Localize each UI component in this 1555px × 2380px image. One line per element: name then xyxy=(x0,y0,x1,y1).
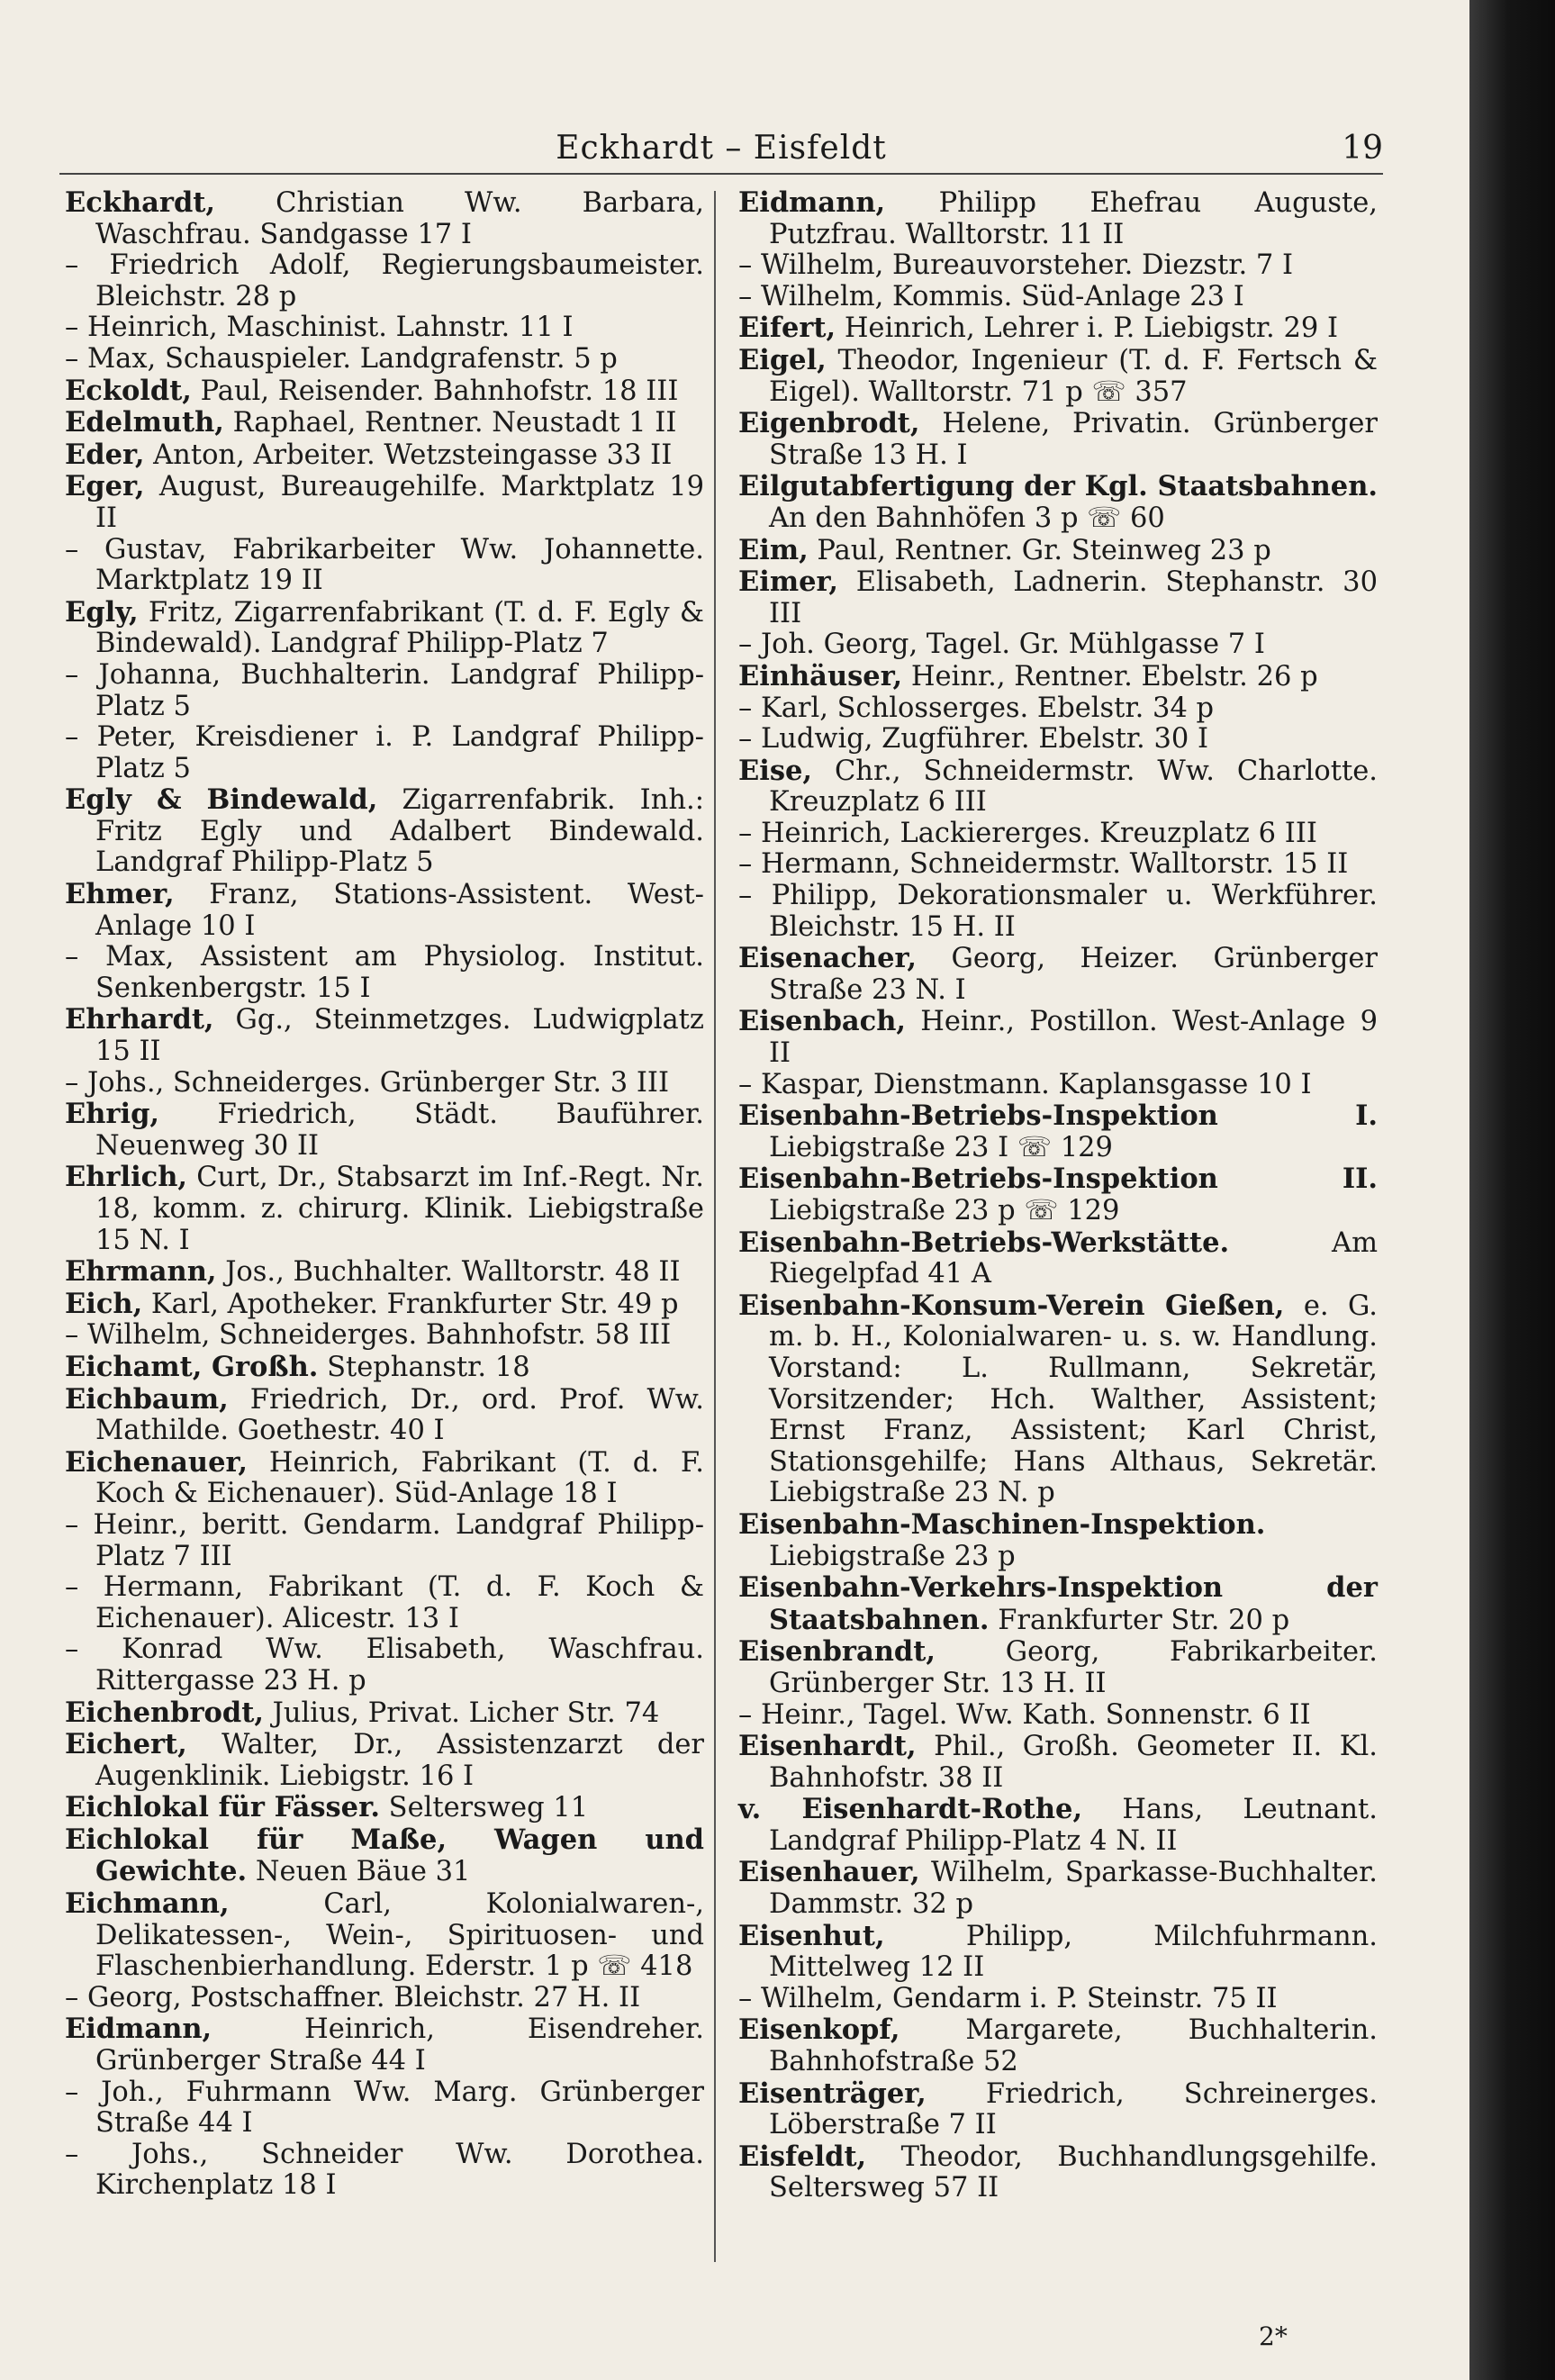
directory-entry xyxy=(738,1857,1378,1920)
directory-entry xyxy=(738,1227,1378,1290)
entry-name: Eichenbrodt, xyxy=(65,1696,264,1729)
entry-text: – Wilhelm, Gendarm i. P. Steinstr. 75 II xyxy=(738,1982,1278,2014)
directory-entry xyxy=(738,345,1378,408)
directory-entry xyxy=(65,1099,704,1162)
entry-text: Neuen Bäue 31 xyxy=(247,1856,471,1888)
directory-entry xyxy=(738,693,1378,725)
entry-text: – Johs., Schneider Ww. Dorothea. Kirchenplatz 18 I xyxy=(65,2138,704,2202)
entry-text: Franz, Stations-Assistent. West-Anlage 10 I xyxy=(95,879,704,942)
directory-entry xyxy=(738,1731,1378,1794)
entry-text: Phil., Großh. Geometer II. Kl. Bahnhofstr. 38 II xyxy=(769,1731,1378,1794)
entry-text: Raphael, Rentner. Neustadt 1 II xyxy=(223,407,677,439)
entry-text: – Gustav, Fabrikarbeiter Ww. Johannette. Marktplatz 19 II xyxy=(65,533,704,597)
directory-entry xyxy=(738,566,1378,629)
running-head: Eckhardt – Eisfeldt xyxy=(556,130,887,167)
directory-entry xyxy=(65,1634,704,1697)
directory-entry xyxy=(738,756,1378,819)
entry-text: – Hermann, Fabrikant (T. d. F. Koch & Eichenauer). Alicestr. 13 I xyxy=(65,1571,704,1634)
directory-entry xyxy=(65,2013,704,2077)
directory-entry xyxy=(65,1384,704,1447)
entry-name: Eisenhut, xyxy=(738,1919,885,1952)
directory-entry xyxy=(738,943,1378,1006)
entry-text: Zigarrenfabrik. Inh.: Fritz Egly und Adalbert Bindewald. Landgraf Philipp-Platz 5 xyxy=(95,784,704,879)
entry-name: Egly, xyxy=(65,595,139,629)
entry-name: Eise, xyxy=(738,754,813,787)
entry-text: Helene, Privatin. Grünberger Straße 13 H. I xyxy=(769,408,1378,471)
entry-text: Philipp, Milchfuhrmann. Mittelweg 12 II xyxy=(769,1920,1378,1984)
entry-text: Jos., Buchhalter. Walltorstr. 48 II xyxy=(216,1256,681,1289)
entry-name: Eidmann, xyxy=(65,2013,212,2046)
directory-entry xyxy=(65,344,704,376)
entry-text: – Peter, Kreisdiener i. P. Landgraf Philipp-Platz 5 xyxy=(65,721,704,784)
entry-text: Gg., Steinmetzges. Ludwigplatz 15 II xyxy=(95,1004,704,1068)
entry-name: Eisenträger, xyxy=(738,2077,927,2110)
directory-entry xyxy=(738,250,1378,282)
entry-text: Stephanstr. 18 xyxy=(318,1351,530,1383)
directory-entry xyxy=(65,597,704,660)
directory-entry xyxy=(738,535,1378,567)
entry-name: Eder, xyxy=(65,438,145,471)
entry-text: – Friedrich Adolf, Regierungsbaumeister. Bleichstr. 28 p xyxy=(65,249,704,312)
entry-text: – Heinr., Tagel. Ww. Kath. Sonnenstr. 6 II xyxy=(738,1698,1311,1731)
entry-name: Eisenkopf, xyxy=(738,2013,900,2047)
directory-entry xyxy=(65,187,704,250)
entry-text: Heinr., Postillon. West-Anlage 9 II xyxy=(769,1006,1378,1070)
directory-entry xyxy=(65,439,704,472)
entry-name: Eckhardt, xyxy=(65,186,215,219)
entry-text: Georg, Fabrikarbeiter. Grünberger Str. 13 H. II xyxy=(769,1636,1378,1699)
directory-entry xyxy=(738,661,1378,693)
entry-text: Heinrich, Fabrikant (T. d. F. Koch & Eichenauer). Süd-Anlage 18 I xyxy=(95,1446,704,1510)
entry-name: Eifert, xyxy=(738,312,836,345)
entry-text: – Heinr., beritt. Gendarm. Landgraf Philipp-Platz 7 III xyxy=(65,1508,704,1572)
entry-name: Eigel, xyxy=(738,343,827,376)
directory-entry xyxy=(738,408,1378,471)
directory-entry xyxy=(738,1006,1378,1069)
entry-name: Eim, xyxy=(738,533,809,566)
entry-text: Liebigstraße 23 I ☏ 129 xyxy=(769,1131,1113,1163)
entry-text: Frankfurter Str. 20 p xyxy=(989,1604,1290,1636)
directory-entry xyxy=(738,1509,1378,1572)
directory-entry xyxy=(65,1256,704,1289)
entry-name: Eichert, xyxy=(65,1728,187,1761)
entry-text: Heinrich, Lehrer i. P. Liebigstr. 29 I xyxy=(836,312,1339,345)
entry-name: Egly & Bindewald, xyxy=(65,783,378,817)
entry-text: Paul, Reisender. Bahnhofstr. 18 III xyxy=(191,375,679,407)
entry-text: e. G. m. b. H., Kolonialwaren- u. s. w. Handlung. Vorstand: L. Rullmann, Sekretär, Vorsitzender; Hch. Walther, Assistent; Ernst Franz, Assistent; Karl Christ, Stationsgehilfe; Hans Althaus, Sekretär. Liebigstraße 23 N. p xyxy=(769,1290,1378,1509)
directory-entry xyxy=(65,1888,704,1983)
entry-name: Ehrhardt, xyxy=(65,1003,214,1036)
entry-name: Eisenbahn-Verkehrs-Inspektion der Staatsbahnen. xyxy=(738,1571,1378,1636)
directory-entry xyxy=(65,1572,704,1634)
directory-entry xyxy=(738,1794,1378,1857)
column-divider xyxy=(714,191,716,2262)
entry-text: Curt, Dr., Stabsarzt im Inf.-Regt. Nr. 18, komm. z. chirurg. Klinik. Liebigstraße 15 N. I xyxy=(95,1162,704,1256)
directory-entry xyxy=(65,250,704,312)
entry-text: Heinr., Rentner. Ebelstr. 26 p xyxy=(902,660,1318,692)
left-column xyxy=(65,187,704,2202)
entry-text: Julius, Privat. Licher Str. 74 xyxy=(263,1697,660,1729)
entry-text: – Hermann, Schneidermstr. Walltorstr. 15 II xyxy=(738,848,1349,881)
entry-text: Am Riegelpfad 41 A xyxy=(769,1226,1378,1290)
entry-text: – Wilhelm, Schneiderges. Bahnhofstr. 58 III xyxy=(65,1319,672,1352)
entry-text: An den Bahnhöfen 3 p ☏ 60 xyxy=(769,502,1165,534)
entry-name: Eckoldt, xyxy=(65,374,192,407)
entry-name: Einhäuser, xyxy=(738,659,903,692)
entry-name: Eich, xyxy=(65,1287,143,1320)
entry-name: Ehmer, xyxy=(65,878,175,911)
entry-name: Eisenbahn-Maschinen-Inspektion. xyxy=(738,1507,1266,1541)
entry-text: Hans, Leutnant. Landgraf Philipp-Platz 4 N. II xyxy=(769,1794,1378,1857)
entry-name: Ehrlich, xyxy=(65,1161,188,1194)
directory-entry xyxy=(738,881,1378,943)
directory-entry xyxy=(738,1290,1378,1509)
entry-name: Eisenbahn-Betriebs-Inspektion I. xyxy=(738,1100,1378,1133)
entry-text: – Wilhelm, Kommis. Süd-Anlage 23 I xyxy=(738,280,1244,312)
entry-text: Georg, Heizer. Grünberger Straße 23 N. I xyxy=(769,943,1378,1006)
entry-text: – Johanna, Buchhalterin. Landgraf Philipp-Platz 5 xyxy=(65,658,704,722)
directory-entry xyxy=(65,1729,704,1792)
entry-name: Eger, xyxy=(65,470,145,503)
entry-name: Eichlokal für Maße, Wagen und Gewichte. xyxy=(65,1823,704,1888)
entry-text: – Heinrich, Lackiererges. Kreuzplatz 6 III xyxy=(738,817,1317,849)
directory-entry xyxy=(65,722,704,784)
directory-entry xyxy=(65,1004,704,1067)
directory-entry xyxy=(738,629,1378,661)
entry-text: – Ludwig, Zugführer. Ebelstr. 30 I xyxy=(738,723,1208,756)
entry-text: Heinrich, Eisendreher. Grünberger Straße 44 I xyxy=(95,2013,704,2077)
directory-entry xyxy=(65,660,704,722)
entry-text: Elisabeth, Ladnerin. Stephanstr. 30 III xyxy=(769,566,1378,629)
directory-entry xyxy=(65,376,704,408)
directory-entry xyxy=(65,1068,704,1100)
entry-text: – Max, Schauspieler. Landgrafenstr. 5 p xyxy=(65,342,618,375)
entry-text: Theodor, Ingenieur (T. d. F. Fertsch & Eigel). Walltorstr. 71 p ☏ 357 xyxy=(769,344,1378,408)
entry-text: Walter, Dr., Assistenzarzt der Augenklinik. Liebigstr. 16 I xyxy=(95,1729,704,1792)
entry-text: – Joh., Fuhrmann Ww. Marg. Grünberger Straße 44 I xyxy=(65,2076,704,2140)
directory-entry xyxy=(738,724,1378,756)
entry-text: – Johs., Schneiderges. Grünberger Str. 3 III xyxy=(65,1066,669,1099)
directory-entry xyxy=(738,2141,1378,2204)
entry-name: Eilgutabfertigung der Kgl. Staatsbahnen. xyxy=(738,470,1378,503)
entry-name: Eimer, xyxy=(738,566,838,599)
right-column xyxy=(738,187,1378,2204)
directory-entry xyxy=(738,1636,1378,1699)
directory-entry xyxy=(65,2140,704,2202)
page-number: 19 xyxy=(1342,130,1383,167)
directory-entry xyxy=(738,1070,1378,1101)
directory-entry xyxy=(738,282,1378,313)
entry-text: – Heinrich, Maschinist. Lahnstr. 11 I xyxy=(65,312,574,344)
directory-entry xyxy=(65,1792,704,1824)
directory-entry xyxy=(65,1824,704,1888)
entry-text: Chr., Schneidermstr. Ww. Charlotte. Kreuzplatz 6 III xyxy=(769,755,1378,819)
entry-text: Philipp Ehefrau Auguste, Putzfrau. Walltorstr. 11 II xyxy=(769,187,1378,250)
book-edge xyxy=(1469,0,1555,2380)
directory-entry xyxy=(738,819,1378,850)
entry-name: Eisfeldt, xyxy=(738,2140,867,2173)
entry-name: v. Eisenhardt-Rothe, xyxy=(738,1793,1083,1826)
entry-name: Eichlokal für Fässer. xyxy=(65,1791,380,1824)
directory-entry xyxy=(65,942,704,1004)
directory-entry xyxy=(65,1697,704,1730)
entry-text: Wilhelm, Sparkasse-Buchhalter. Dammstr. 32 p xyxy=(769,1857,1378,1921)
entry-text: Karl, Apotheker. Frankfurter Str. 49 p xyxy=(142,1288,679,1320)
entry-name: Eichenauer, xyxy=(65,1445,248,1479)
entry-text: Theodor, Buchhandlungsgehilfe. Seltersweg 57 II xyxy=(769,2140,1378,2204)
directory-entry xyxy=(65,2077,704,2140)
entry-text: August, Bureaugehilfe. Marktplatz 19 II xyxy=(95,471,704,534)
entry-name: Eisenbach, xyxy=(738,1005,907,1038)
entry-name: Ehrmann, xyxy=(65,1255,217,1289)
directory-entry xyxy=(65,1983,704,2014)
directory-entry xyxy=(65,1320,704,1352)
entry-text: – Philipp, Dekorationsmaler u. Werkführer. Bleichstr. 15 H. II xyxy=(738,880,1378,943)
directory-entry xyxy=(65,1510,704,1572)
directory-entry xyxy=(738,187,1378,250)
directory-entry xyxy=(738,1572,1378,1636)
directory-entry xyxy=(65,312,704,344)
entry-text: – Joh. Georg, Tagel. Gr. Mühlgasse 7 I xyxy=(738,629,1265,661)
entry-text: Friedrich, Städt. Bauführer. Neuenweg 30 II xyxy=(95,1099,704,1162)
entry-text: Seltersweg 11 xyxy=(379,1792,589,1824)
page-header xyxy=(59,130,1383,175)
entry-text: Fritz, Zigarrenfabrikant (T. d. F. Egly & Bindewald). Landgraf Philipp-Platz 7 xyxy=(95,596,704,660)
entry-name: Eisenbrandt, xyxy=(738,1635,936,1669)
entry-text: – Kaspar, Dienstmann. Kaplansgasse 10 I xyxy=(738,1068,1312,1100)
entry-name: Eisenbahn-Betriebs-Werkstätte. xyxy=(738,1226,1230,1259)
entry-text: Liebigstraße 23 p xyxy=(769,1540,1016,1572)
entry-text: – Wilhelm, Bureauvorsteher. Diezstr. 7 I xyxy=(738,249,1293,282)
entry-name: Eichamt, Großh. xyxy=(65,1350,319,1383)
entry-text: – Max, Assistent am Physiolog. Institut. Senkenbergstr. 15 I xyxy=(65,941,704,1004)
directory-entry xyxy=(738,1700,1378,1732)
directory-entry xyxy=(65,784,704,879)
directory-entry xyxy=(65,471,704,534)
entry-text: Liebigstraße 23 p ☏ 129 xyxy=(769,1195,1120,1226)
directory-entry xyxy=(738,1100,1378,1163)
entry-text: – Konrad Ww. Elisabeth, Waschfrau. Rittergasse 23 H. p xyxy=(65,1633,704,1697)
directory-entry xyxy=(738,312,1378,345)
entry-text: Friedrich, Schreinerges. Löberstraße 7 II xyxy=(769,2077,1378,2141)
entry-name: Eichbaum, xyxy=(65,1382,229,1416)
entry-name: Eigenbrodt, xyxy=(738,407,920,440)
entry-name: Eisenacher, xyxy=(738,942,917,975)
signature-mark: 2* xyxy=(1259,2321,1288,2351)
directory-entry xyxy=(65,1447,704,1510)
entry-name: Eisenhardt, xyxy=(738,1730,917,1763)
entry-text: – Karl, Schlosserges. Ebelstr. 34 p xyxy=(738,692,1215,724)
directory-entry xyxy=(65,1352,704,1384)
entry-name: Eichmann, xyxy=(65,1887,230,1921)
directory-entry xyxy=(65,879,704,942)
directory-entry xyxy=(738,2078,1378,2141)
directory-entry xyxy=(738,849,1378,881)
entry-text: Paul, Rentner. Gr. Steinweg 23 p xyxy=(808,534,1271,566)
entry-text: Anton, Arbeiter. Wetzsteingasse 33 II xyxy=(144,439,673,471)
directory-entry xyxy=(65,407,704,439)
entry-text: Carl, Kolonialwaren-, Delikatessen-, Wein-, Spirituosen- und Flaschenbierhandlung. Ederstr. 1 p ☏ 418 xyxy=(95,1888,704,1983)
entry-text: Friedrich, Dr., ord. Prof. Ww. Mathilde. Goethestr. 40 I xyxy=(95,1383,704,1447)
header-rule xyxy=(59,173,1383,175)
entry-name: Eisenbahn-Konsum-Verein Gießen, xyxy=(738,1289,1285,1322)
entry-text: Christian Ww. Barbara, Waschfrau. Sandgasse 17 I xyxy=(95,187,704,250)
directory-entry xyxy=(65,535,704,597)
entry-name: Eidmann, xyxy=(738,186,886,219)
entry-name: Eisenbahn-Betriebs-Inspektion II. xyxy=(738,1163,1378,1196)
directory-entry xyxy=(738,1921,1378,1984)
directory-entry xyxy=(738,1984,1378,2015)
entry-text: Margarete, Buchhalterin. Bahnhofstraße 52 xyxy=(769,2014,1378,2078)
entry-name: Eisenhauer, xyxy=(738,1856,920,1889)
directory-entry xyxy=(65,1162,704,1256)
entry-name: Edelmuth, xyxy=(65,406,224,439)
entry-name: Ehrig, xyxy=(65,1098,160,1131)
directory-entry xyxy=(738,2014,1378,2077)
entry-text: – Georg, Postschaffner. Bleichstr. 27 H. II xyxy=(65,1981,641,2013)
directory-entry xyxy=(738,471,1378,534)
directory-entry xyxy=(65,1289,704,1321)
directory-entry xyxy=(738,1163,1378,1226)
